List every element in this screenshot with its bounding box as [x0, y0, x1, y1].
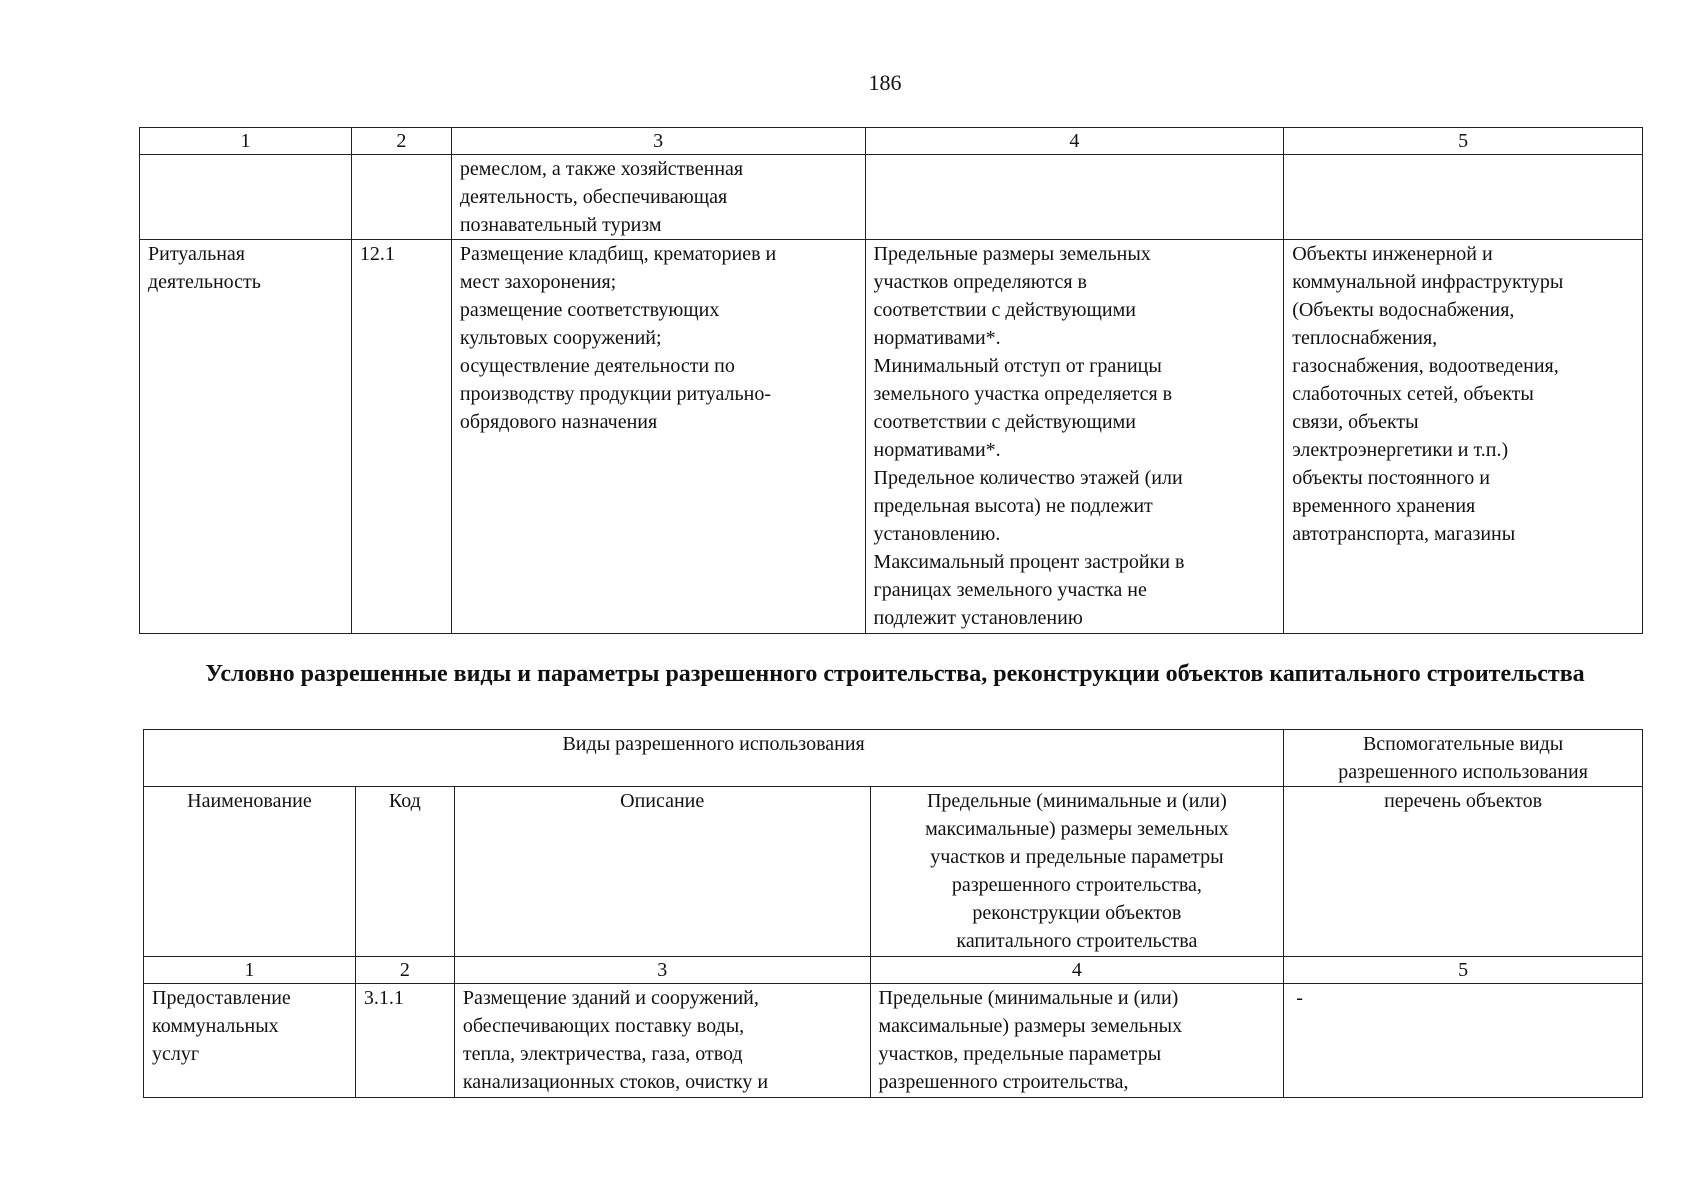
table-conditional-uses: [143, 729, 1643, 1098]
group-header: Виды разрешенного использования: [144, 730, 1284, 787]
col-number: 5: [1284, 957, 1643, 984]
cell-code: 3.1.1: [355, 984, 454, 1098]
col-number: 4: [865, 128, 1284, 155]
cell-name: Ритуальная деятельность: [140, 240, 352, 634]
cell-name: Предоставление коммунальных услуг: [144, 984, 356, 1098]
col-number: 1: [140, 128, 352, 155]
cell-code-empty: [351, 155, 451, 240]
col-header-name: Наименование: [144, 787, 356, 957]
table-permitted-uses-continued: [139, 127, 1643, 634]
col-header-auxiliary: перечень объектов: [1284, 787, 1643, 957]
table-row: [140, 155, 1643, 240]
cell-parameters: Предельные (минимальные и (или) максимальные) размеры земельных участков, предельные параметры разрешенного строительства,: [870, 984, 1284, 1098]
col-number: 1: [144, 957, 356, 984]
aux-header: Вспомогательные виды разрешенного использования: [1284, 730, 1643, 787]
cell-auxiliary: -: [1284, 984, 1643, 1098]
table-header-numbers: [144, 957, 1643, 984]
cell-name-empty: [140, 155, 352, 240]
col-number: 4: [870, 957, 1284, 984]
col-number: 5: [1284, 128, 1643, 155]
table-group-header: [144, 730, 1643, 787]
table-column-headers: [144, 787, 1643, 957]
col-header-description: Описание: [454, 787, 870, 957]
section-title: Условно разрешенные виды и параметры разрешенного строительства, реконструкции объектов капитального строительства: [205, 661, 1585, 687]
cell-parameters: Предельные размеры земельных участков определяются в соответствии с действующими нормативами*. Минимальный отступ от границы земельного участка определяется в соответствии с действующими нормативами*. Предельное количество этажей (или предельная высота) не подлежит установлению. Максимальный процент застройки в границах земельного участка не подлежит установлению: [865, 240, 1284, 634]
col-number: 2: [351, 128, 451, 155]
table-row: [144, 984, 1643, 1098]
col-number: 3: [454, 957, 870, 984]
col-number: 3: [451, 128, 865, 155]
col-header-code: Код: [355, 787, 454, 957]
cell-auxiliary-empty: [1284, 155, 1643, 240]
cell-parameters-empty: [865, 155, 1284, 240]
cell-description: Размещение зданий и сооружений, обеспечивающих поставку воды, тепла, электричества, газа, отвод канализационных стоков, очистку и: [454, 984, 870, 1098]
table-header-numbers: [140, 128, 1643, 155]
col-number: 2: [355, 957, 454, 984]
cell-code: 12.1: [351, 240, 451, 634]
cell-description: Размещение кладбищ, крематориев и мест захоронения; размещение соответствующих культовых сооружений; осуществление деятельности по производству продукции ритуально- обрядового назначения: [451, 240, 865, 634]
table-row: [140, 240, 1643, 634]
col-header-parameters: Предельные (минимальные и (или) максимальные) размеры земельных участков и предельные параметры разрешенного строительства, реконструкции объектов капитального строительства: [870, 787, 1284, 957]
cell-description: ремеслом, а также хозяйственная деятельность, обеспечивающая познавательный туризм: [451, 155, 865, 240]
page-number: 186: [868, 70, 902, 95]
cell-auxiliary: Объекты инженерной и коммунальной инфраструктуры (Объекты водоснабжения, теплоснабжения, газоснабжения, водоотведения, слаботочных сетей, объекты связи, объекты электроэнергетики и т.п.) объекты постоянного и временного хранения автотранспорта, магазины: [1284, 240, 1643, 634]
